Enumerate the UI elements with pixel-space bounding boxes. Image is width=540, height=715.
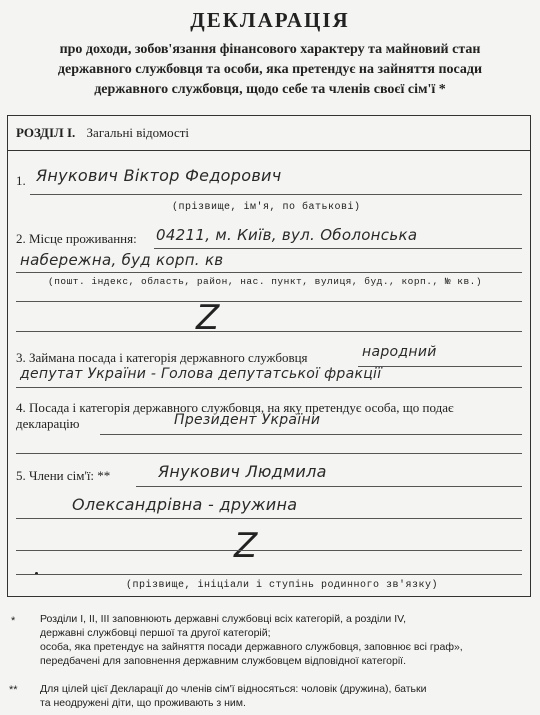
field-2-line-3 [16, 301, 522, 302]
field-5-line-1 [136, 486, 522, 487]
field-3-line-2 [16, 387, 522, 388]
section-divider [8, 150, 530, 151]
footnote-1-line-2: державні службовці першої та другої категорій; [40, 627, 271, 639]
footnote-2-line-1: Для цілей цієї Декларації до членів сім'ї відносяться: чоловік (дружина), батьки [40, 683, 427, 695]
footnote-2-line-2: та неодружені діти, що проживають з ним. [40, 697, 246, 709]
field-5-caption: (прізвище, ініціали і ступінь родинного зв'язку) [126, 580, 439, 591]
declaration-form [7, 115, 531, 597]
section-name: Загальні відомості [86, 125, 190, 140]
field-2-line-4 [16, 331, 522, 332]
footnote-1-mark: * [11, 615, 16, 627]
field-2-address-line-1[interactable]: 04211, м. Київ, вул. Оболонська [156, 226, 418, 244]
field-1-caption: (прізвище, ім'я, по батькові) [172, 202, 361, 213]
footnote-1-line-1: Розділи І, ІІ, ІІІ заповнюють державні службовці всіх категорій, а розділи IV, [40, 613, 407, 625]
field-2-caption: (пошт. індекс, область, район, нас. пункт, вулиця, буд., корп., № кв.) [48, 276, 483, 287]
field-1-line [30, 194, 522, 195]
field-5-line-4 [16, 574, 522, 575]
field-4-position-value[interactable]: Президент України [174, 412, 321, 428]
field-2-strike-mark: Z [196, 298, 220, 338]
field-5-strike-mark: Z [234, 526, 258, 566]
document-title: ДЕКЛАРАЦІЯ [190, 8, 350, 32]
field-2-address-line-2[interactable]: набережна, буд корп. кв [20, 251, 224, 269]
field-2-line-1 [154, 248, 522, 249]
footnote-1-line-3: особа, яка претендує на зайняття посади державного службовця, заповнює всі граф», [40, 641, 463, 653]
section-number: РОЗДІЛ І. [16, 125, 76, 140]
field-5-line-2 [16, 518, 522, 519]
field-5-family-line-2[interactable]: Олександрівна - дружина [72, 495, 298, 514]
field-2-line-2 [16, 272, 522, 273]
field-5-family-line-1[interactable]: Янукович Людмила [158, 462, 327, 481]
field-3-position-line-1[interactable]: народний [362, 344, 437, 360]
field-1-name-value[interactable]: Янукович Віктор Федорович [36, 166, 282, 185]
field-1-number: 1. [16, 173, 26, 188]
field-4-label-line-2: декларацію [16, 416, 80, 431]
field-3-label: 3. Займана посада і категорія державного службовця [16, 350, 308, 365]
footnote-2 [40, 682, 427, 710]
field-3-line-1 [358, 366, 522, 367]
field-3-position-line-2[interactable]: депутат України - Голова депутатської фракції [20, 366, 382, 382]
field-4-line-2 [16, 453, 522, 454]
footnote-1 [40, 612, 463, 668]
field-5-label: 5. Члени сім'ї: ** [16, 468, 111, 483]
field-4-label-line-1: 4. Посада і категорія державного службовця, на яку претендує особа, що подає [16, 400, 454, 415]
field-2-label: 2. Місце проживання: [16, 231, 137, 246]
section-heading [16, 125, 189, 141]
footnote-1-line-4: передбачені для заповнення державним службовцем відповідної категорії. [40, 655, 407, 667]
footnote-2-mark: ** [9, 684, 18, 696]
document-subtitle: про доходи, зобов'язання фінансового характеру та майновий стан державного службовця та особи, яка претендує на зайняття посади державного службовця, щодо себе та членів своєї сім'ї * [57, 42, 483, 97]
field-5-line-3 [16, 550, 522, 551]
field-4-line-1 [100, 434, 522, 435]
